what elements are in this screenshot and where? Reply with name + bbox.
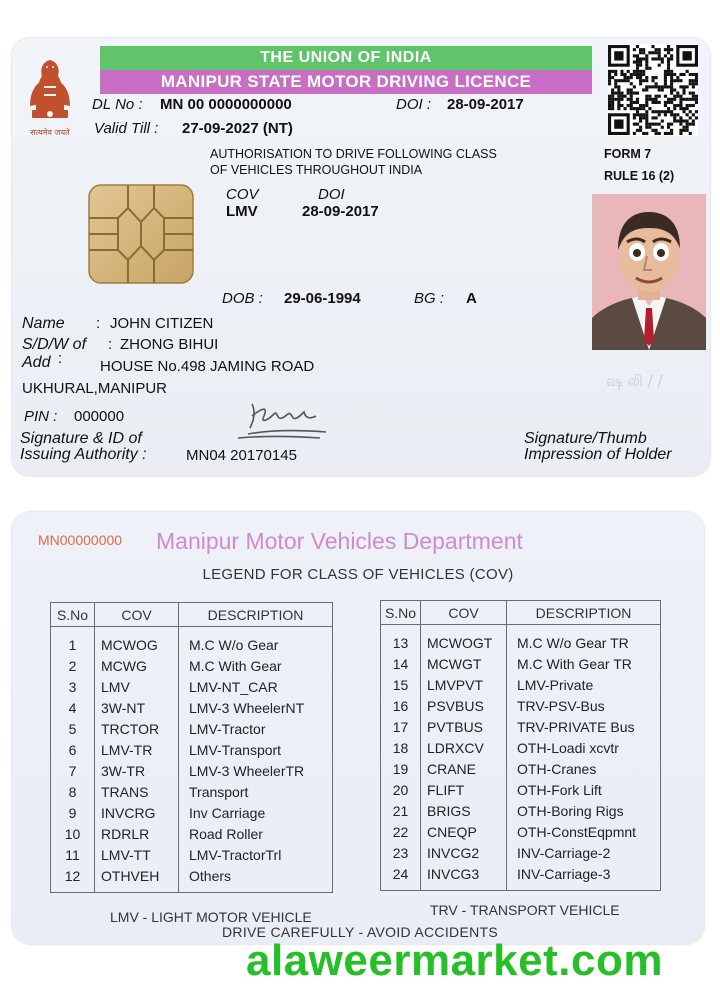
holder-photo bbox=[592, 194, 706, 350]
table-row bbox=[381, 801, 661, 822]
cell-cov: OTHVEH bbox=[95, 866, 179, 893]
cell-description: OTH-Fork Lift bbox=[507, 780, 661, 801]
cell-description: Road Roller bbox=[179, 824, 333, 845]
dob-label: DOB : bbox=[222, 290, 263, 307]
table-row bbox=[381, 864, 661, 891]
cell-description: INV-Carriage-3 bbox=[507, 864, 661, 891]
column-header-cov: COV bbox=[421, 601, 507, 625]
cell-sno: 10 bbox=[51, 824, 95, 845]
cell-cov: LDRXCV bbox=[421, 738, 507, 759]
lmv-footnote: LMV - LIGHT MOTOR VEHICLE bbox=[110, 909, 312, 925]
pin-value: 000000 bbox=[74, 408, 125, 425]
cell-cov: PVTBUS bbox=[421, 717, 507, 738]
name-separator: : bbox=[96, 315, 101, 332]
cell-sno: 2 bbox=[51, 656, 95, 677]
cell-description: OTH-ConstEqpmnt bbox=[507, 822, 661, 843]
cell-cov: TRCTOR bbox=[95, 719, 179, 740]
table-row bbox=[51, 698, 333, 719]
table-row bbox=[381, 696, 661, 717]
table-row bbox=[51, 782, 333, 803]
cell-sno: 17 bbox=[381, 717, 421, 738]
table-row bbox=[381, 717, 661, 738]
issuer-label-line-1: Signature & ID of bbox=[20, 430, 142, 447]
cell-cov: 3W-TR bbox=[95, 761, 179, 782]
authorisation-line-2: OF VEHICLES THROUGHOUT INDIA bbox=[210, 163, 423, 177]
table-row bbox=[51, 761, 333, 782]
column-header-sno: S.No bbox=[51, 603, 95, 627]
cell-sno: 16 bbox=[381, 696, 421, 717]
address-line-1: HOUSE No.498 JAMING ROAD bbox=[100, 358, 315, 375]
cell-sno: 8 bbox=[51, 782, 95, 803]
department-title: Manipur Motor Vehicles Department bbox=[156, 528, 523, 554]
cell-description: OTH-Boring Rigs bbox=[507, 801, 661, 822]
cell-sno: 9 bbox=[51, 803, 95, 824]
dob-value: 29-06-1994 bbox=[284, 290, 361, 307]
rule-label: RULE 16 (2) bbox=[604, 169, 675, 183]
emblem-motto: सत्यमेव जयते bbox=[30, 128, 70, 137]
cell-sno: 3 bbox=[51, 677, 95, 698]
cell-cov: INVCRG bbox=[95, 803, 179, 824]
cell-cov: TRANS bbox=[95, 782, 179, 803]
cell-cov: MCWG bbox=[95, 656, 179, 677]
cell-description: INV-Carriage-2 bbox=[507, 843, 661, 864]
union-of-india-band: THE UNION OF INDIA bbox=[100, 46, 592, 70]
cov-legend-table-left bbox=[50, 602, 333, 893]
name-value: JOHN CITIZEN bbox=[110, 315, 214, 332]
table-row bbox=[51, 740, 333, 761]
cell-description: M.C W/o Gear bbox=[179, 627, 333, 656]
table-row bbox=[381, 738, 661, 759]
cell-description: LMV-NT_CAR bbox=[179, 677, 333, 698]
cell-sno: 19 bbox=[381, 759, 421, 780]
cell-sno: 11 bbox=[51, 845, 95, 866]
cell-sno: 4 bbox=[51, 698, 95, 719]
cell-cov: INVCG2 bbox=[421, 843, 507, 864]
address-label: Add bbox=[22, 354, 51, 371]
back-dl-number: MN00000000 bbox=[38, 532, 123, 548]
cell-sno: 22 bbox=[381, 822, 421, 843]
cell-description: TRV-PSV-Bus bbox=[507, 696, 661, 717]
cov-doi-header: DOI bbox=[318, 186, 345, 203]
cell-description: Inv Carriage bbox=[179, 803, 333, 824]
licence-back-card bbox=[12, 512, 704, 944]
cell-cov: LMV bbox=[95, 677, 179, 698]
cell-description: M.C W/o Gear TR bbox=[507, 625, 661, 654]
cell-sno: 6 bbox=[51, 740, 95, 761]
address-separator: : bbox=[58, 350, 63, 367]
blood-group-value: A bbox=[466, 290, 477, 307]
table-row bbox=[51, 627, 333, 656]
cell-sno: 18 bbox=[381, 738, 421, 759]
table-row bbox=[381, 780, 661, 801]
table-row bbox=[381, 822, 661, 843]
doi-label: DOI : bbox=[396, 96, 432, 113]
cell-cov: LMV-TT bbox=[95, 845, 179, 866]
cell-sno: 12 bbox=[51, 866, 95, 893]
name-label: Name bbox=[22, 315, 65, 332]
cell-cov: 3W-NT bbox=[95, 698, 179, 719]
table-row bbox=[51, 824, 333, 845]
table-row bbox=[51, 803, 333, 824]
licence-front-card bbox=[12, 38, 710, 476]
cell-description: M.C With Gear bbox=[179, 656, 333, 677]
qr-code bbox=[608, 44, 698, 136]
table-row bbox=[381, 654, 661, 675]
cell-description: TRV-PRIVATE Bus bbox=[507, 717, 661, 738]
cell-sno: 24 bbox=[381, 864, 421, 891]
cell-cov: CRANE bbox=[421, 759, 507, 780]
sdw-separator: : bbox=[108, 336, 113, 353]
cell-cov: MCWOGT bbox=[421, 625, 507, 654]
cell-sno: 23 bbox=[381, 843, 421, 864]
table-row bbox=[51, 719, 333, 740]
cell-description: LMV-Private bbox=[507, 675, 661, 696]
cell-cov: LMVPVT bbox=[421, 675, 507, 696]
authorisation-line-1: AUTHORISATION TO DRIVE FOLLOWING CLASS bbox=[210, 147, 497, 161]
address-line-2: UKHURAL,MANIPUR bbox=[22, 380, 168, 397]
valid-till-value: 27-09-2027 (NT) bbox=[182, 120, 293, 137]
sdw-value: ZHONG BIHUI bbox=[120, 336, 219, 353]
table-row bbox=[381, 625, 661, 654]
table-row bbox=[51, 866, 333, 893]
cov-doi-value: 28-09-2017 bbox=[302, 203, 379, 220]
cell-description: M.C With Gear TR bbox=[507, 654, 661, 675]
table-row bbox=[381, 759, 661, 780]
column-header-description: DESCRIPTION bbox=[507, 601, 661, 625]
valid-till-label: Valid Till : bbox=[94, 120, 159, 137]
cell-cov: BRIGS bbox=[421, 801, 507, 822]
dl-no-label: DL No : bbox=[92, 96, 143, 113]
cell-description: Others bbox=[179, 866, 333, 893]
cell-cov: CNEQP bbox=[421, 822, 507, 843]
issuing-authority-signature bbox=[230, 390, 330, 444]
watermark-text: alaweermarket.com bbox=[246, 936, 663, 985]
cell-sno: 20 bbox=[381, 780, 421, 801]
smart-chip-icon bbox=[88, 184, 194, 284]
cell-description: OTH-Loadi xcvtr bbox=[507, 738, 661, 759]
cell-description: LMV-TractorTrl bbox=[179, 845, 333, 866]
faint-thumb-mark: ஷ லி / / bbox=[606, 372, 663, 390]
cell-sno: 5 bbox=[51, 719, 95, 740]
cov-value: LMV bbox=[226, 203, 258, 220]
doi-value: 28-09-2017 bbox=[447, 96, 524, 113]
blood-group-label: BG : bbox=[414, 290, 445, 307]
cell-cov: PSVBUS bbox=[421, 696, 507, 717]
cell-description: OTH-Cranes bbox=[507, 759, 661, 780]
table-row bbox=[51, 845, 333, 866]
cell-cov: MCWGT bbox=[421, 654, 507, 675]
form-label: FORM 7 bbox=[604, 147, 652, 161]
cell-cov: MCWOG bbox=[95, 627, 179, 656]
pin-label: PIN : bbox=[24, 408, 58, 425]
cell-cov: LMV-TR bbox=[95, 740, 179, 761]
table-row bbox=[381, 675, 661, 696]
drive-carefully-note: DRIVE CAREFULLY - AVOID ACCIDENTS bbox=[222, 924, 498, 940]
column-header-sno: S.No bbox=[381, 601, 421, 625]
cell-cov: INVCG3 bbox=[421, 864, 507, 891]
column-header-cov: COV bbox=[95, 603, 179, 627]
issuer-label-line-2: Issuing Authority : bbox=[20, 446, 147, 463]
holder-signature-label-line-2: Impression of Holder bbox=[524, 446, 672, 463]
cell-description: LMV-Transport bbox=[179, 740, 333, 761]
cov-legend-title: LEGEND FOR CLASS OF VEHICLES (COV) bbox=[202, 566, 514, 583]
table-row bbox=[51, 656, 333, 677]
cell-description: LMV-Tractor bbox=[179, 719, 333, 740]
cell-sno: 1 bbox=[51, 627, 95, 656]
cell-cov: RDRLR bbox=[95, 824, 179, 845]
column-header-description: DESCRIPTION bbox=[179, 603, 333, 627]
cov-header: COV bbox=[226, 186, 259, 203]
holder-signature-label-line-1: Signature/Thumb bbox=[524, 430, 647, 447]
cell-description: Transport bbox=[179, 782, 333, 803]
cell-description: LMV-3 WheelerTR bbox=[179, 761, 333, 782]
dl-no-value: MN 00 0000000000 bbox=[160, 96, 292, 113]
cell-sno: 15 bbox=[381, 675, 421, 696]
trv-footnote: TRV - TRANSPORT VEHICLE bbox=[430, 902, 620, 918]
licence-title-band: MANIPUR STATE MOTOR DRIVING LICENCE bbox=[100, 70, 592, 94]
cell-cov: FLIFT bbox=[421, 780, 507, 801]
cov-legend-table-right bbox=[380, 600, 661, 891]
sdw-label: S/D/W of bbox=[22, 336, 87, 353]
cell-sno: 7 bbox=[51, 761, 95, 782]
table-row bbox=[51, 677, 333, 698]
cell-description: LMV-3 WheelerNT bbox=[179, 698, 333, 719]
table-row bbox=[381, 843, 661, 864]
cell-sno: 14 bbox=[381, 654, 421, 675]
cell-sno: 13 bbox=[381, 625, 421, 654]
issuer-id-value: MN04 20170145 bbox=[186, 447, 297, 464]
cell-sno: 21 bbox=[381, 801, 421, 822]
holder-portrait-image bbox=[592, 194, 706, 350]
